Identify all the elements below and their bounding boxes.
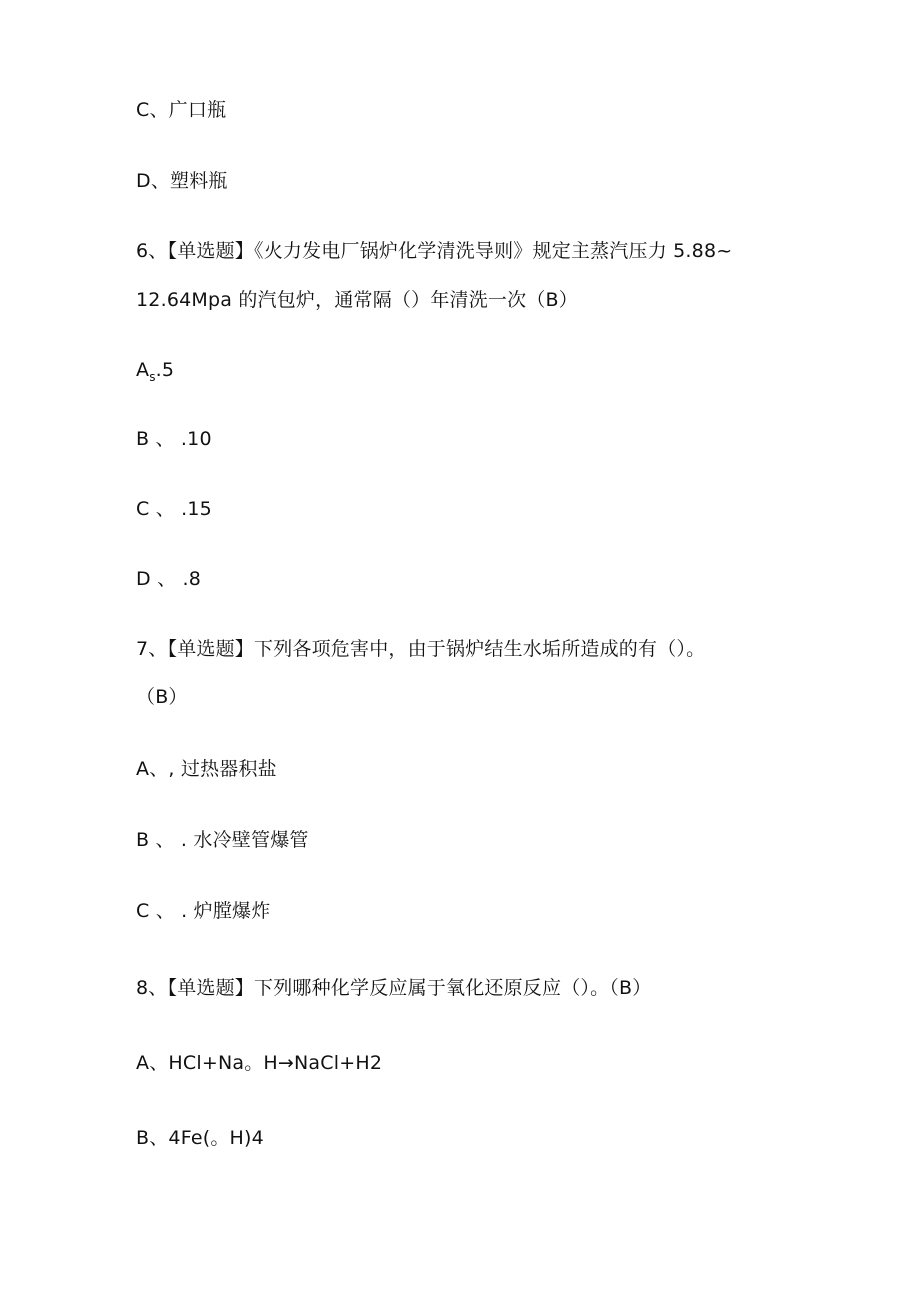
option-d-q6: D 、 .8 (136, 568, 202, 590)
option-c-q6: C 、 .15 (136, 498, 212, 520)
option-b-q7: B 、 . 水冷壁管爆管 (136, 829, 309, 851)
question-7-line-2: （B） (136, 686, 188, 708)
option-a-q6-subscript: s (149, 370, 156, 384)
option-c-q5: C、广口瓶 (136, 99, 227, 121)
question-6-line-2: 12.64Mpa 的汽包炉，通常隔（）年清洗一次（B） (136, 289, 578, 311)
option-a-q6-letter: A (136, 359, 150, 381)
question-8: 8、【单选题】下列哪种化学反应属于氧化还原反应（）。（B） (136, 977, 652, 999)
option-c-q7: C 、 . 炉膛爆炸 (136, 900, 271, 922)
option-a-q6 (136, 357, 174, 385)
option-b-q6: B 、 .10 (136, 428, 212, 450)
question-7-line-1: 7、【单选题】下列各项危害中，由于锅炉结生水垢所造成的有（）。 (136, 638, 706, 660)
option-a-q6-value: .5 (155, 359, 175, 381)
option-d-q5: D、塑料瓶 (136, 170, 228, 192)
question-6-line-1: 6、【单选题】《火力发电厂锅炉化学清洗导则》规定主蒸汽压力 5.88~ (136, 240, 733, 262)
option-a-q8: A、HCl+Na。H→NaCl+H2 (136, 1052, 383, 1074)
option-b-q8: B、4Fe(。H)4 (136, 1127, 264, 1149)
option-a-q7: A、, 过热器积盐 (136, 758, 277, 780)
